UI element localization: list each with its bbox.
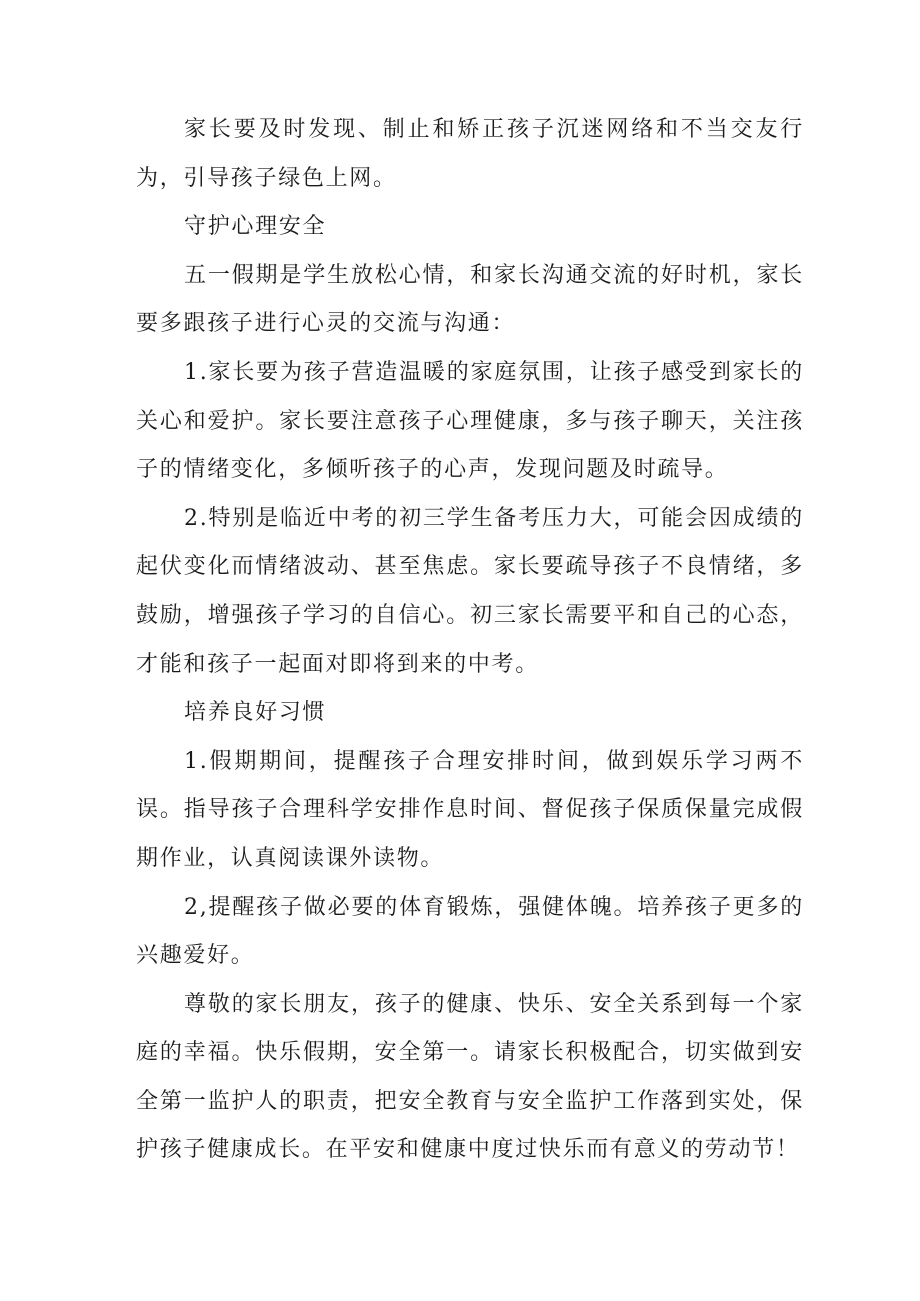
paragraph-may-day-communication: 五一假期是学生放松心情，和家长沟通交流的好时机，家长要多跟孩子进行心灵的交流与沟通：: [136, 262, 804, 337]
paragraph-habit-item-1: 1.假期期间，提醒孩子合理安排时间，做到娱乐学习两不误。指导孩子合理科学安排作息时间、督促孩子保质保量完成假期作业，认真阅读课外读物。: [136, 748, 804, 871]
paragraph-psych-item-2: 2.特别是临近中考的初三学生备考压力大，可能会因成绩的起伏变化而情绪波动、甚至焦虑。家长要疏导孩子不良情绪，多鼓励，增强孩子学习的自信心。初三家长需要平和自己的心态，才能和孩子一起面对即将到来的中考。: [136, 505, 804, 677]
document-body: [136, 106, 804, 1175]
paragraph-psych-item-1: 1.家长要为孩子营造温暖的家庭氛围，让孩子感受到家长的关心和爱护。家长要注意孩子心理健康，多与孩子聊天，关注孩子的情绪变化，多倾听孩子的心声，发现问题及时疏导。: [136, 359, 804, 483]
paragraph-habit-item-2: 2,提醒孩子做必要的体育锻炼，强健体魄。培养孩子更多的兴趣爱好。: [136, 894, 804, 969]
paragraph-closing: 尊敬的家长朋友，孩子的健康、快乐、安全关系到每一个家庭的幸福。快乐假期，安全第一。请家长积极配合，切实做到安全第一监护人的职责，把安全教育与安全监护工作落到实处，保护孩子健康成长。在平安和健康中度过快乐而有意义的劳动节！: [136, 991, 804, 1163]
paragraph-internet-guidance: 家长要及时发现、制止和矫正孩子沉迷网络和不当交友行为，引导孩子绿色上网。: [136, 117, 804, 191]
section-heading-psychological-safety: 守护心理安全: [184, 214, 327, 240]
section-heading-good-habits: 培养良好习惯: [184, 700, 327, 726]
